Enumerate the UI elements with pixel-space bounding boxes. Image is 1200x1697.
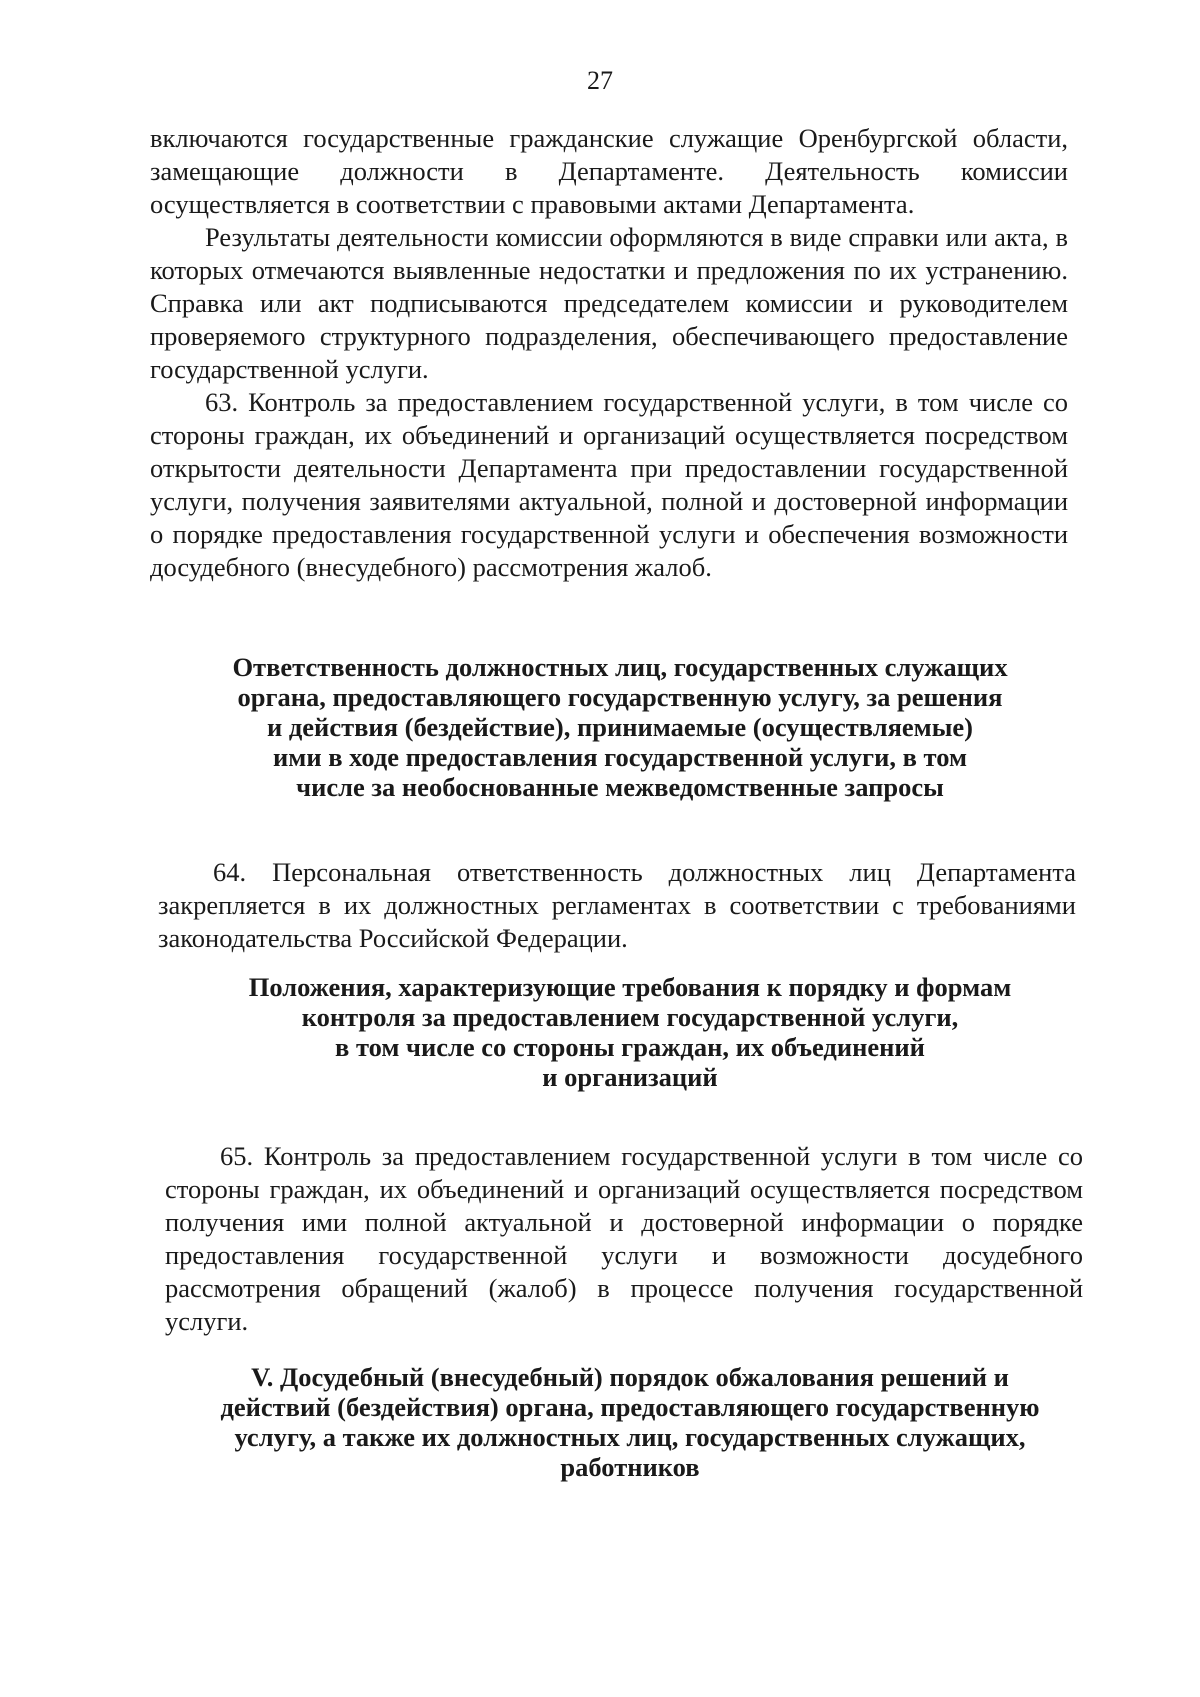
heading-line: Положения, характеризующие требования к порядку и формам: [248, 972, 1012, 1002]
heading-line: V. Досудебный (внесудебный) порядок обжалования решений и: [251, 1362, 1009, 1392]
heading-line: ими в ходе предоставления государственной услуги, в том: [273, 742, 967, 772]
heading-responsibility: [170, 652, 1070, 802]
heading-line: работников: [560, 1452, 700, 1482]
heading-line: органа, предоставляющего государственную услугу, за решения: [237, 682, 1003, 712]
heading-line: и действия (бездействие), принимаемые (осуществляемые): [267, 712, 973, 742]
paragraph-results: Результаты деятельности комиссии оформляются в виде справки или акта, в которых отмечаются выявленные недостатки и предложения по их устранению. Справка или акт подписываются председателем комиссии и руководителем проверяемого структурного подразделения, обеспечивающего предоставление государственной услуги.: [150, 222, 1068, 384]
heading-line: и организаций: [542, 1062, 718, 1092]
heading-line: Ответственность должностных лиц, государственных служащих: [232, 652, 1008, 682]
heading-line: контроля за предоставлением государственной услуги,: [301, 1002, 959, 1032]
heading-line: в том числе со стороны граждан, их объединений: [335, 1032, 925, 1062]
heading-section-5: [170, 1362, 1090, 1482]
heading-line: числе за необоснованные межведомственные запросы: [296, 772, 944, 802]
heading-line: действий (бездействия) органа, предоставляющего государственную: [220, 1392, 1040, 1422]
paragraph-63: 63. Контроль за предоставлением государственной услуги, в том числе со стороны граждан, их объединений и организаций осуществляется посредством открытости деятельности Департамента при предоставлении государственной услуги, получения заявителями актуальной, полной и достоверной информации о порядке предоставления государственной услуги и обеспечения возможности досудебного (внесудебного) рассмотрения жалоб.: [150, 387, 1068, 582]
paragraph-64: 64. Персональная ответственность должностных лиц Департамента закрепляется в их должностных регламентах в соответствии с требованиями законодательства Российской Федерации.: [158, 857, 1076, 953]
paragraph-65: 65. Контроль за предоставлением государственной услуги в том числе со стороны граждан, их объединений и организаций осуществляется посредством получения ими полной актуальной и достоверной информации о порядке предоставления государственной услуги и возможности досудебного рассмотрения обращений (жалоб) в процессе получения государственной услуги.: [165, 1141, 1083, 1336]
heading-control: [180, 972, 1080, 1092]
paragraph-intro: включаются государственные гражданские служащие Оренбургской области, замещающие должности в Департаменте. Деятельность комиссии осуществляется в соответствии с правовыми актами Департамента.: [150, 123, 1068, 219]
page-number: 27: [587, 66, 613, 95]
heading-line: услугу, а также их должностных лиц, государственных служащих,: [234, 1422, 1026, 1452]
